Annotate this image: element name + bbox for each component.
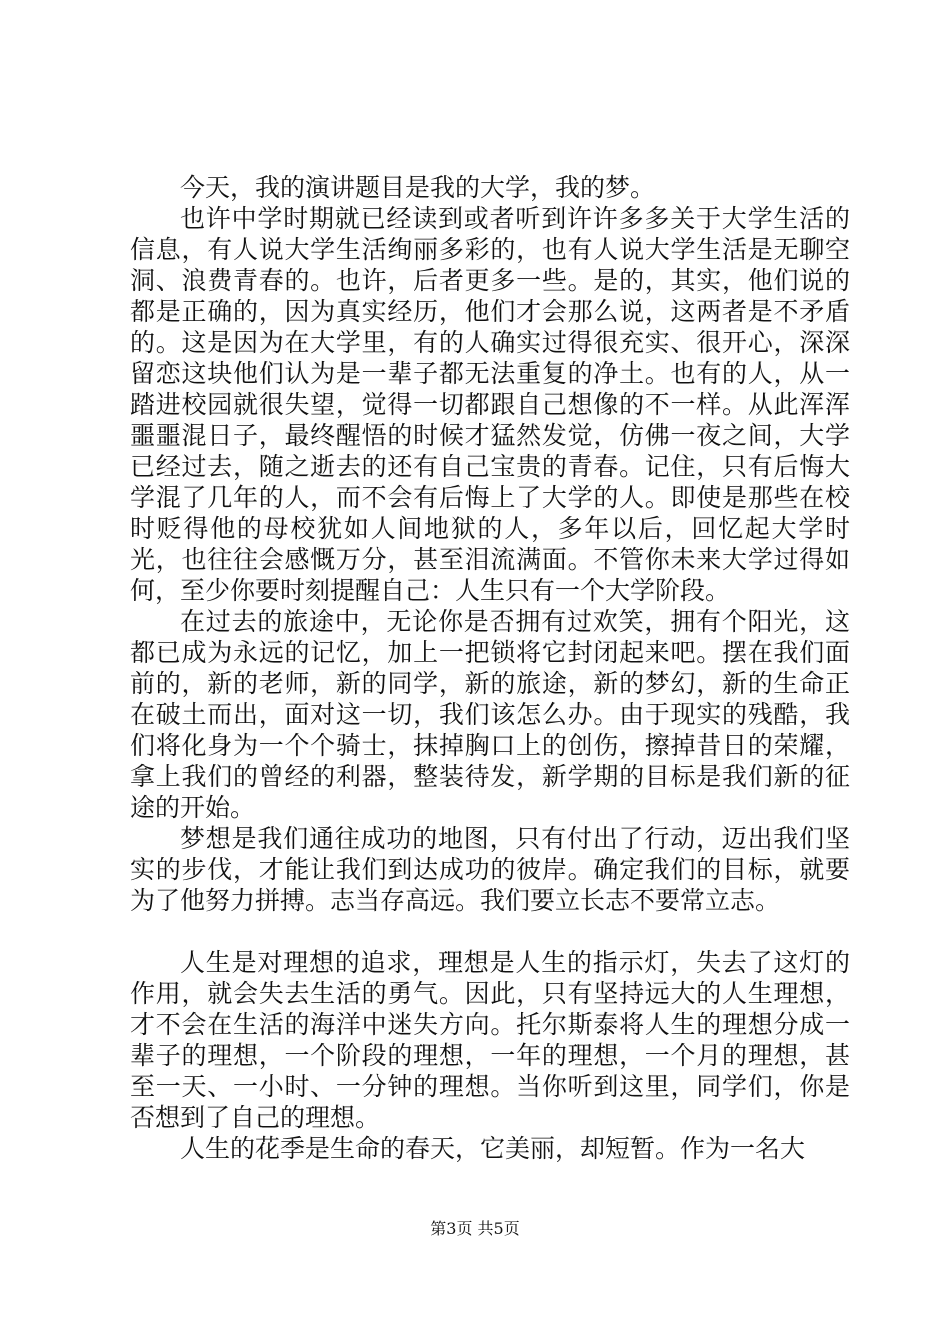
paragraph-spacer — [130, 916, 850, 947]
paragraph-life-ideal: 人生是对理想的追求，理想是人生的指示灯，失去了这灯的作用，就会失去生活的勇气。因此，只有坚持远大的人生理想，才不会在生活的海洋中迷失方向。托尔斯泰将人生的理想分成一辈子的理想，一个阶段的理想，一年的理想，一个月的理想，甚至一天、一小时、一分钟的理想。当你听到这里，同学们，你是否想到了自己的理想。 — [130, 948, 850, 1132]
paragraph-flower-season: 人生的花季是生命的春天，它美丽，却短暂。作为一名大 — [180, 1134, 806, 1163]
document-body — [130, 172, 850, 1164]
paragraph-past-journey: 在过去的旅途中，无论你是否拥有过欢笑，拥有个阳光，这都已成为永远的记忆，加上一把锁将它封闭起来吧。摆在我们面前的，新的老师，新的同学，新的旅途，新的梦幻，新的生命正在破土而出，面对这一切，我们该怎么办。由于现实的残酷，我们将化身为一个个骑士，抹掉胸口上的创伤，擦掉昔日的荣耀，拿上我们的曾经的利器，整装待发，新学期的目标是我们新的征途的开始。 — [130, 607, 850, 822]
paragraph-speech-title: 今天，我的演讲题目是我的大学，我的梦。 — [180, 173, 656, 202]
paragraph-dream-map: 梦想是我们通往成功的地图，只有付出了行动，迈出我们坚实的步伐，才能让我们到达成功的彼岸。确定我们的目标，就要为了他努力拼搏。志当存高远。我们要立长志不要常立志。 — [130, 824, 850, 915]
page-footer: 第3页 共5页 — [430, 1219, 520, 1238]
paragraph-university-life: 也许中学时期就已经读到或者听到许许多多关于大学生活的信息，有人说大学生活绚丽多彩的，也有人说大学生活是无聊空洞、浪费青春的。也许，后者更多一些。是的，其实，他们说的都是正确的，因为真实经历，他们才会那么说，这两者是不矛盾的。这是因为在大学里，有的人确实过得很充实、很开心，深深留恋这块他们认为是一辈子都无法重复的净土。也有的人，从一踏进校园就很失望，觉得一切都跟自己想像的不一样。从此浑浑噩噩混日子，最终醒悟的时候才猛然发觉，仿佛一夜之间，大学已经过去，随之逝去的还有自己宝贵的青春。记住，只有后悔大学混了几年的人，而不会有后悔上了大学的人。即使是那些在校时贬得他的母校犹如人间地狱的人，多年以后，回忆起大学时光，也往往会感慨万分，甚至泪流满面。不管你未来大学过得如何，至少你要时刻提醒自己：人生只有一个大学阶段。 — [130, 204, 850, 605]
